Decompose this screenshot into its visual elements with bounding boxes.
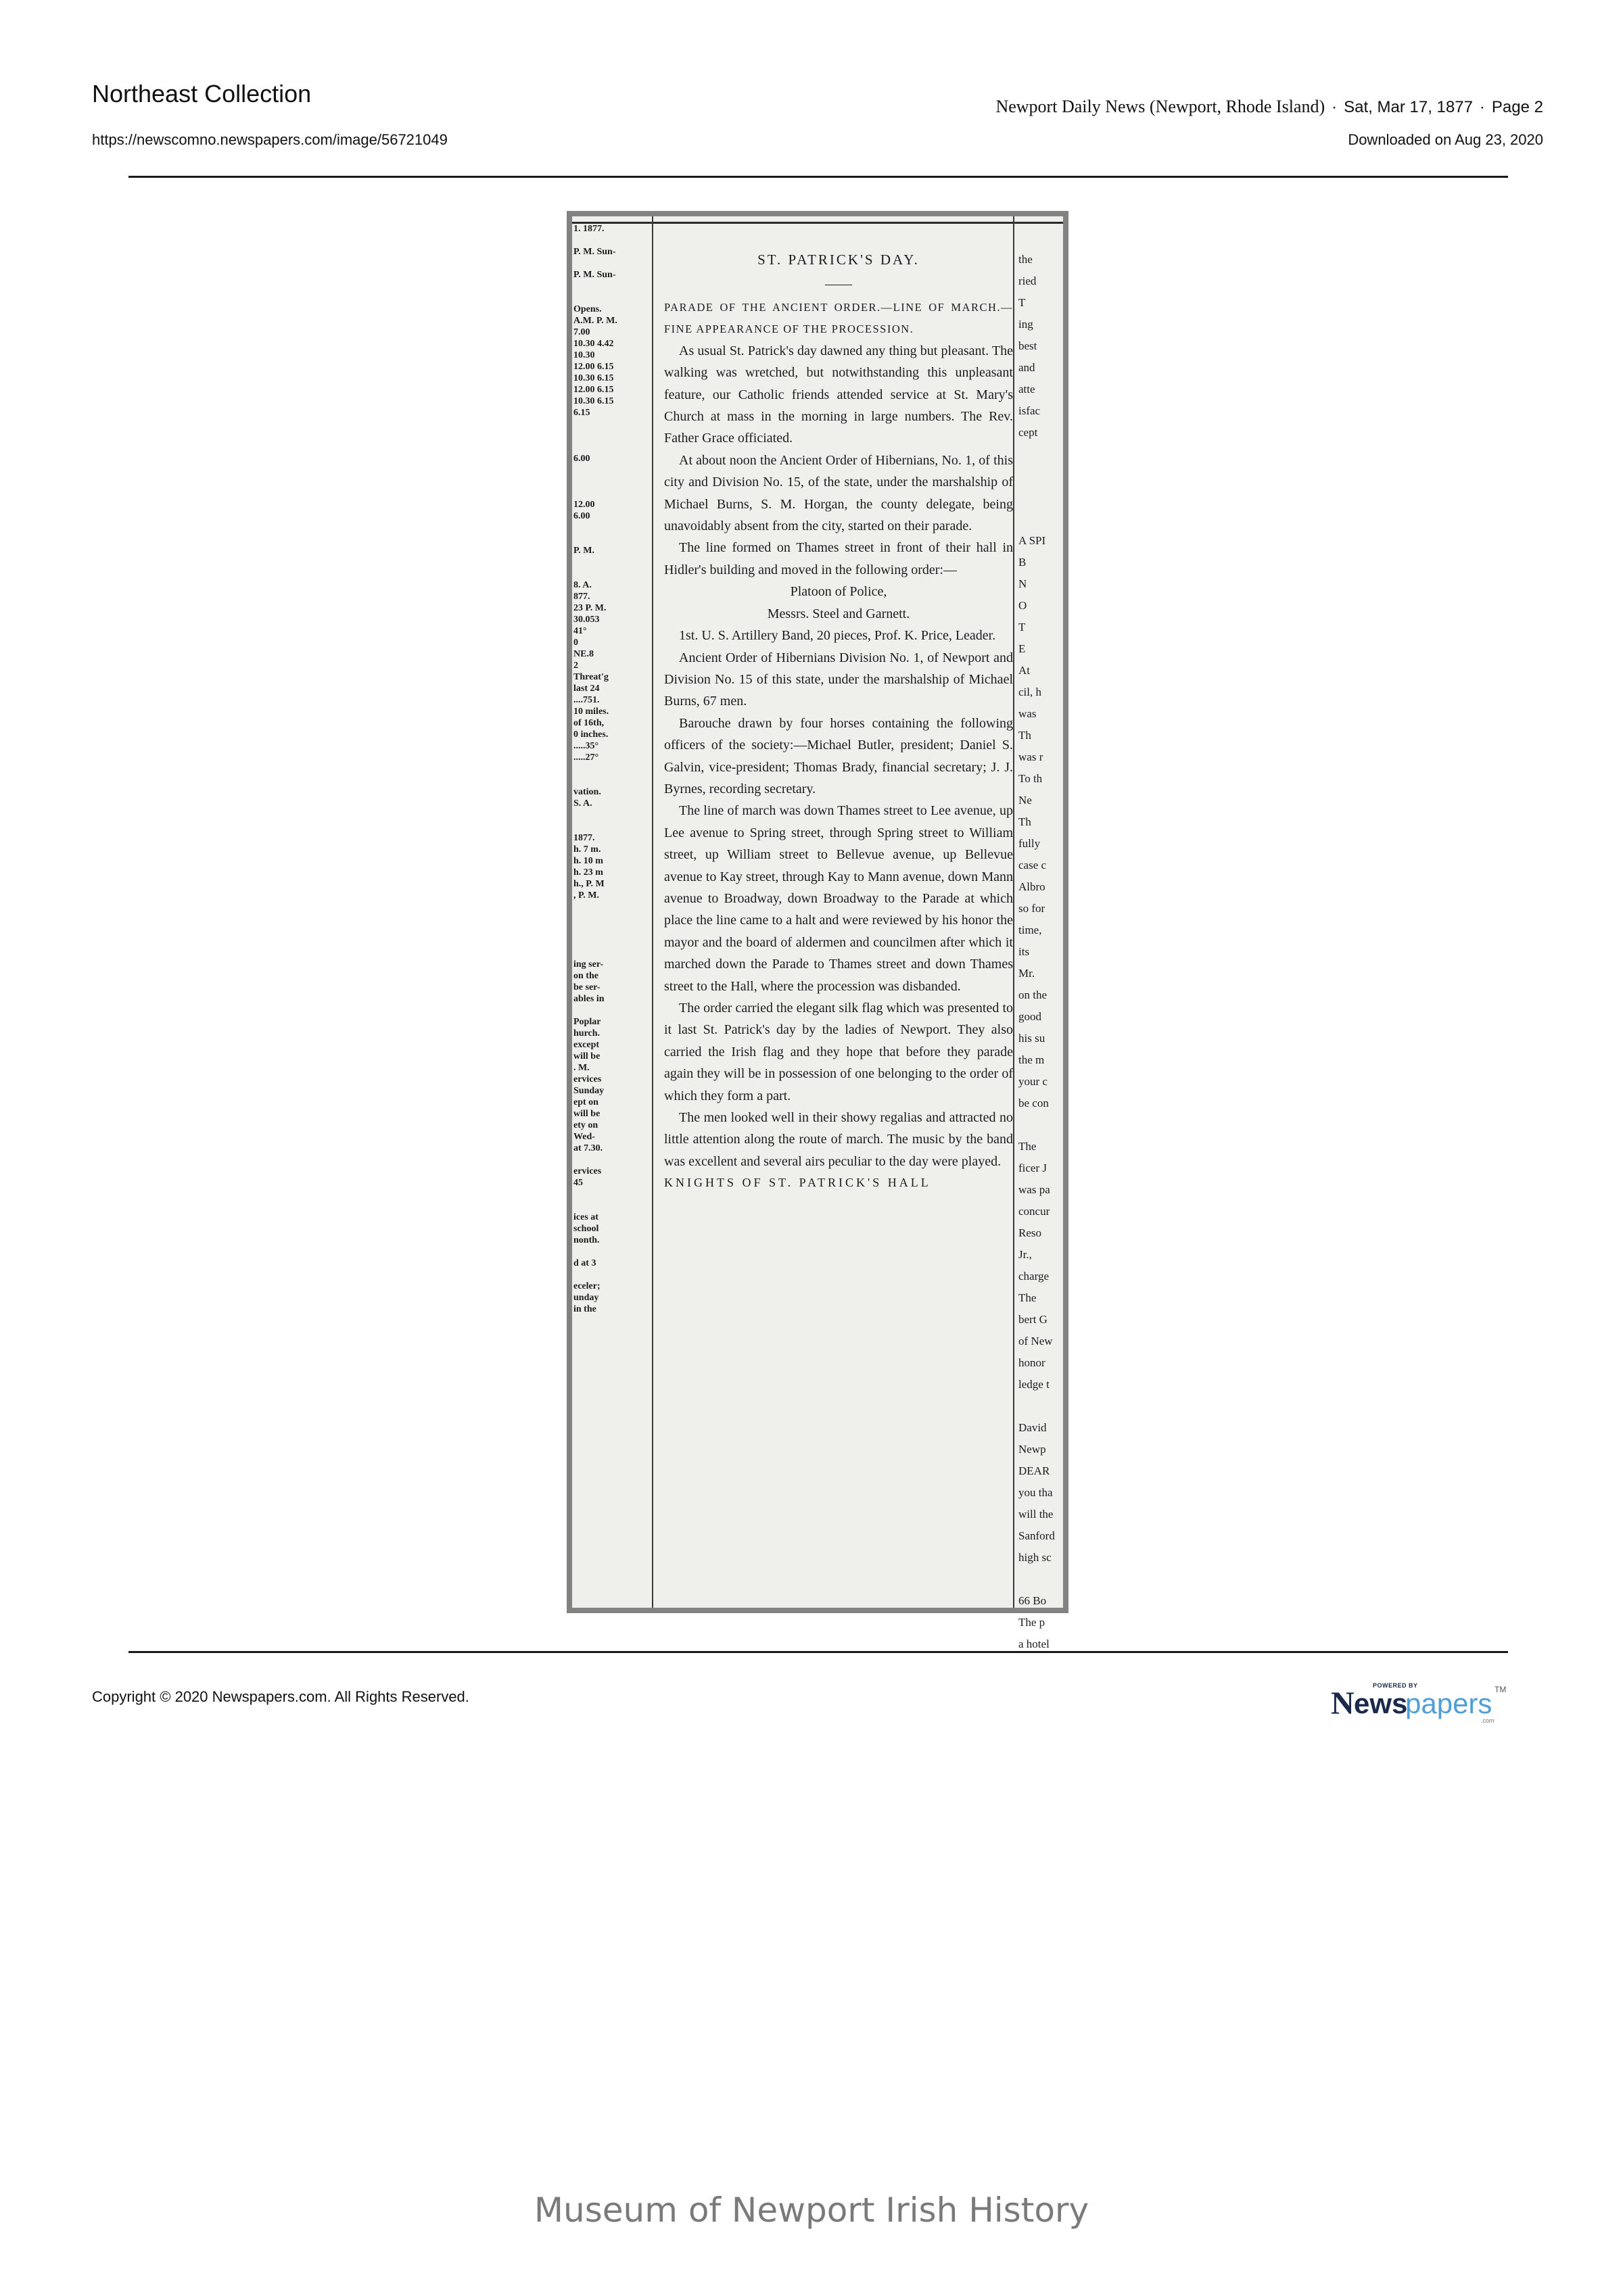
left-column-line: ing ser-	[573, 959, 604, 970]
right-column-line: E	[1018, 642, 1026, 655]
right-column-line: Mr.	[1018, 967, 1035, 980]
order-line: Barouche drawn by four horses containing the following officers of the society:—Michael Butler, president; Daniel S. Galvin, vice-president; Thomas Brady, financial secretary; J. J. Byrnes, recording secretary.	[664, 715, 1013, 796]
left-column-line	[573, 901, 651, 913]
order-line: Messrs. Steel and Garnett.	[767, 606, 910, 621]
order-line: Ancient Order of Hibernians Division No. 1, of Newport and Division No. 15 of this state, under the marshalship of Michael Burns, 67 men.	[664, 650, 1013, 709]
right-column-line: B	[1018, 556, 1027, 569]
right-column-line: fully	[1018, 837, 1041, 850]
left-column-line	[573, 809, 651, 821]
left-column-line: of 16th,	[573, 718, 605, 728]
right-column-line: case c	[1018, 859, 1047, 871]
left-column-line: ....751.	[573, 695, 600, 705]
left-column-line: 41°	[573, 626, 587, 636]
next-article-headline: KNIGHTS OF ST. PATRICK'S HALL	[664, 1176, 931, 1190]
left-column-line: be ser-	[573, 982, 601, 992]
left-column-line: 8. A.	[573, 580, 592, 590]
left-column-line: 1. 1877.	[573, 224, 605, 234]
left-column-line: P. M. Sun-	[573, 270, 616, 280]
right-column-line: will the	[1018, 1508, 1054, 1521]
right-column-line: the m	[1018, 1053, 1045, 1066]
right-column-line: At	[1018, 664, 1030, 677]
left-column-line: school	[573, 1224, 599, 1234]
left-column-line	[573, 430, 651, 441]
left-column-line: 30.053	[573, 615, 600, 625]
left-column-line: last 24	[573, 684, 600, 694]
left-column-line: .....35°	[573, 741, 599, 751]
left-column-line	[573, 1154, 651, 1166]
left-column-line: S. A.	[573, 798, 592, 809]
left-column-line	[573, 281, 651, 292]
left-column-line	[573, 487, 651, 499]
article-paragraph: As usual St. Patrick's day dawned any thing but pleasant. The walking was wretched, but notwithstanding this unpleasant feature, our Catholic friends attended service at St. Mary's Church at mass in the morning in large numbers. The Rev. Father Grace officiated.	[664, 343, 1013, 446]
left-column-line: h. 23 m	[573, 867, 603, 878]
right-column-line: honor	[1018, 1356, 1045, 1369]
right-column-line: the	[1018, 253, 1033, 266]
logo-com: .com	[1481, 1717, 1495, 1724]
left-column-line: 10.30 6.15	[573, 373, 614, 383]
left-column-line	[573, 1005, 651, 1016]
right-column-line: Newp	[1018, 1443, 1046, 1456]
right-column-line: a hotel	[1018, 1637, 1050, 1650]
right-column-line: 66 Bo	[1018, 1594, 1047, 1607]
column-rule-left	[652, 216, 653, 1608]
left-column-line: d at 3	[573, 1258, 596, 1268]
left-column-line: 7.00	[573, 327, 590, 337]
logo-n: N	[1331, 1685, 1355, 1721]
left-column-line: nonth.	[573, 1235, 600, 1245]
article-subhead: PARADE OF THE ANCIENT ORDER.—LINE OF MARCH.—FINE APPEARANCE OF THE PROCESSION.	[664, 300, 1013, 335]
headline-dash: ——	[825, 277, 852, 292]
header-collection: Northeast Collection	[92, 80, 312, 107]
right-column-line: isfac	[1018, 404, 1041, 417]
left-column-line	[573, 258, 651, 269]
right-column-line: Albro	[1018, 880, 1045, 893]
right-column-line: N	[1018, 577, 1027, 590]
right-column-line: so for	[1018, 902, 1045, 915]
right-column-line: bert G	[1018, 1313, 1048, 1326]
left-column-line	[573, 235, 651, 246]
right-column-line: T	[1018, 621, 1026, 633]
right-column-line: The	[1018, 1291, 1037, 1304]
right-column-line: your c	[1018, 1075, 1048, 1088]
left-column-line	[573, 1269, 651, 1281]
left-column-line: unday	[573, 1293, 599, 1303]
left-column-line: hurch.	[573, 1028, 601, 1038]
left-column-line: 6.00	[573, 454, 590, 464]
right-column-line: time,	[1018, 924, 1042, 936]
left-column-line: Opens.	[573, 304, 602, 314]
article-paragraph: The line of march was down Thames street to Lee avenue, up Lee avenue to Spring street, through Spring street to William street, up William street to Bellevue avenue, up Bellevue avenue to Kay street, through Kay to Mann avenue, down Mann avenue to Broadway, down Broadway to the Parade at which place the line came to a halt and were reviewed by his honor the mayor and the board of aldermen and councilmen after which it marched down the Parade to Thames street and down Thames street to the Hall, where the procession was disbanded.	[664, 803, 1013, 994]
order-line: 1st. U. S. Artillery Band, 20 pieces, Prof. K. Price, Leader.	[679, 628, 996, 644]
left-column-line: on the	[573, 971, 598, 981]
left-column-line	[573, 522, 651, 533]
left-column-line	[573, 418, 651, 430]
right-column-line: Sanford	[1018, 1529, 1055, 1542]
left-column-line: except	[573, 1040, 600, 1050]
article-paragraph: The men looked well in their showy regalias and attracted no little attention along the route of march. The music by the band was excellent and several airs peculiar to the day were played.	[664, 1110, 1013, 1169]
right-column-line: best	[1018, 339, 1037, 352]
right-column-line: on the	[1018, 988, 1048, 1001]
left-column-line: 0	[573, 638, 578, 648]
right-column-line: O	[1018, 599, 1027, 612]
column-rule-right	[1013, 216, 1014, 1608]
right-column-line: The p	[1018, 1616, 1045, 1629]
left-column-line: ept on	[573, 1097, 598, 1107]
left-column-line	[573, 292, 651, 304]
right-column-line: high sc	[1018, 1551, 1052, 1564]
article-headline: ST. PATRICK'S DAY.	[757, 252, 920, 268]
left-column-line: 1877.	[573, 833, 595, 843]
clipping-left-column	[572, 216, 651, 1608]
right-column-line: A SPI	[1018, 534, 1046, 547]
left-column-line	[573, 1246, 651, 1258]
left-column-line: h. 10 m	[573, 856, 603, 866]
left-column-line: h., P. M	[573, 879, 605, 889]
left-column-line: vation.	[573, 787, 601, 797]
right-column-line: cil, h	[1018, 686, 1041, 698]
left-column-line: eceler;	[573, 1281, 601, 1291]
left-column-line: h. 7 m.	[573, 844, 601, 855]
right-column-line: ledge t	[1018, 1378, 1050, 1391]
newspapers-logo[interactable]	[1331, 1682, 1508, 1727]
article-paragraph: At about noon the Ancient Order of Hibernians, No. 1, of this city and Division No. 15, of the state, under the marshalship of Michael Burns, S. M. Horgan, the county delegate, being unavoidably absent from the city, started on their parade.	[664, 452, 1013, 534]
left-column-line: Poplar	[573, 1017, 601, 1027]
left-column-line	[573, 568, 651, 579]
left-column-line	[573, 936, 651, 947]
left-column-line: . M.	[573, 1063, 590, 1073]
left-column-line: P. M. Sun-	[573, 247, 616, 257]
left-column-line: ervices	[573, 1074, 602, 1084]
left-column-line: 10 miles.	[573, 707, 609, 717]
article-paragraph: The order carried the elegant silk flag which was presented to it last St. Patrick's day by the ladies of Newport. They also carried the Irish flag and they hope that before they parade again they will be in possession of one belonging to the order of which they form a part.	[664, 1001, 1013, 1103]
left-column-line: ervices	[573, 1166, 602, 1176]
left-column-line: ables in	[573, 994, 605, 1004]
right-column-line: DEAR	[1018, 1464, 1050, 1477]
left-column-line: at 7.30.	[573, 1143, 603, 1153]
left-column-line: will be	[573, 1109, 601, 1119]
right-column-line: charge	[1018, 1270, 1049, 1283]
right-column-line: good	[1018, 1010, 1041, 1023]
article-paragraph: The line formed on Thames street in front of their hall in Hidler's building and moved in the following order:—	[664, 540, 1013, 577]
right-column-line	[1018, 487, 1063, 508]
right-column-line: of New	[1018, 1335, 1053, 1347]
order-line: Platoon of Police,	[790, 584, 887, 600]
clipping-right-column	[1016, 216, 1063, 1650]
left-column-line: 23 P. M.	[573, 603, 607, 613]
paper-name: Newport Daily News (Newport, Rhode Island)	[995, 97, 1325, 116]
left-column-line: A.M. P. M.	[573, 316, 617, 326]
right-column-line	[1018, 444, 1063, 465]
header-url[interactable]: https://newscomno.newspapers.com/image/56721049	[92, 131, 448, 148]
right-column-line: Th	[1018, 815, 1031, 828]
clipping-paper	[572, 216, 1063, 1650]
right-column-line: you tha	[1018, 1486, 1053, 1499]
right-column-line	[1018, 508, 1063, 530]
right-column-line	[1018, 1114, 1063, 1136]
left-column-line: NE.8	[573, 649, 594, 659]
right-column-line	[1018, 465, 1063, 487]
left-column-line: 45	[573, 1178, 583, 1188]
left-column-line	[573, 1200, 651, 1212]
left-column-line: 10.30	[573, 350, 595, 360]
footer-divider	[128, 1651, 1508, 1653]
separator: ·	[1479, 98, 1485, 116]
logo-tm: TM	[1495, 1685, 1507, 1694]
left-column-line	[573, 763, 651, 775]
left-column-line: 0 inches.	[573, 730, 609, 740]
clipping-main-column	[657, 216, 1020, 1608]
right-column-line	[1018, 1569, 1063, 1590]
copyright-notice: Copyright © 2020 Newspapers.com. All Rights Reserved.	[92, 1688, 469, 1705]
left-column-line	[573, 821, 651, 832]
left-column-line: ety on	[573, 1120, 598, 1130]
left-column-line	[573, 464, 651, 476]
right-column-line: its	[1018, 945, 1030, 958]
right-column-line: T	[1018, 296, 1026, 309]
left-column-line: 6.15	[573, 408, 590, 418]
right-column-line: be con	[1018, 1097, 1049, 1109]
left-column-line: Wed-	[573, 1132, 595, 1142]
right-column-line: was r	[1018, 750, 1043, 763]
left-column-line: P. M.	[573, 546, 594, 556]
right-column-line: cept	[1018, 426, 1038, 439]
right-column-line: To th	[1018, 772, 1043, 785]
left-column-line	[573, 556, 651, 568]
right-column-line: David	[1018, 1421, 1047, 1434]
left-column-line: 6.00	[573, 511, 590, 521]
right-column-line: and	[1018, 361, 1035, 374]
right-column-line: ried	[1018, 274, 1037, 287]
left-column-line: 10.30 6.15	[573, 396, 614, 406]
right-column-line: The	[1018, 1140, 1037, 1153]
right-column-line: was	[1018, 707, 1037, 720]
left-column-line	[573, 913, 651, 924]
right-column-line: Th	[1018, 729, 1031, 742]
paper-page: Page 2	[1491, 98, 1543, 116]
left-column-line	[573, 924, 651, 936]
logo-papers: papers	[1405, 1688, 1492, 1719]
left-column-line: 12.00	[573, 500, 595, 510]
right-column-line: was pa	[1018, 1183, 1050, 1196]
left-column-line: Sunday	[573, 1086, 605, 1096]
left-column-line: 12.00 6.15	[573, 362, 614, 372]
left-column-line: .....27°	[573, 752, 599, 763]
right-column-line: ficer J	[1018, 1162, 1048, 1174]
paper-date: Sat, Mar 17, 1877	[1344, 98, 1473, 116]
left-column-line: 2	[573, 661, 578, 671]
download-date: Downloaded on Aug 23, 2020	[1348, 131, 1543, 148]
left-column-line: will be	[573, 1051, 601, 1061]
left-column-line: in the	[573, 1304, 596, 1314]
header-citation	[995, 97, 1543, 117]
logo-powered-by: POWERED BY	[1373, 1682, 1418, 1689]
left-column-line	[573, 533, 651, 545]
header-divider	[128, 176, 1508, 178]
right-column-line: concur	[1018, 1205, 1050, 1218]
left-column-line: 877.	[573, 592, 590, 602]
newspaper-clipping[interactable]	[567, 211, 1068, 1650]
right-column-line: Reso	[1018, 1226, 1041, 1239]
watermark: Museum of Newport Irish History	[534, 2191, 1089, 2230]
left-column-line: , P. M.	[573, 890, 599, 901]
left-column-line: 10.30 4.42	[573, 339, 614, 349]
right-column-line: atte	[1018, 383, 1035, 396]
separator: ·	[1332, 98, 1338, 116]
right-column-line: ing	[1018, 318, 1033, 331]
left-column-line: 12.00 6.15	[573, 385, 614, 395]
left-column-line	[573, 1189, 651, 1200]
logo-ews: ews	[1354, 1688, 1408, 1719]
left-column-line	[573, 947, 651, 959]
left-column-line: ices at	[573, 1212, 598, 1222]
right-column-line: his su	[1018, 1032, 1045, 1045]
right-column-line: Ne	[1018, 794, 1032, 807]
left-column-line: Threat'g	[573, 672, 609, 682]
left-column-line	[573, 476, 651, 487]
left-column-line	[573, 775, 651, 786]
right-column-line	[1018, 1395, 1063, 1417]
right-column-line: Jr.,	[1018, 1248, 1032, 1261]
left-column-line	[573, 441, 651, 453]
